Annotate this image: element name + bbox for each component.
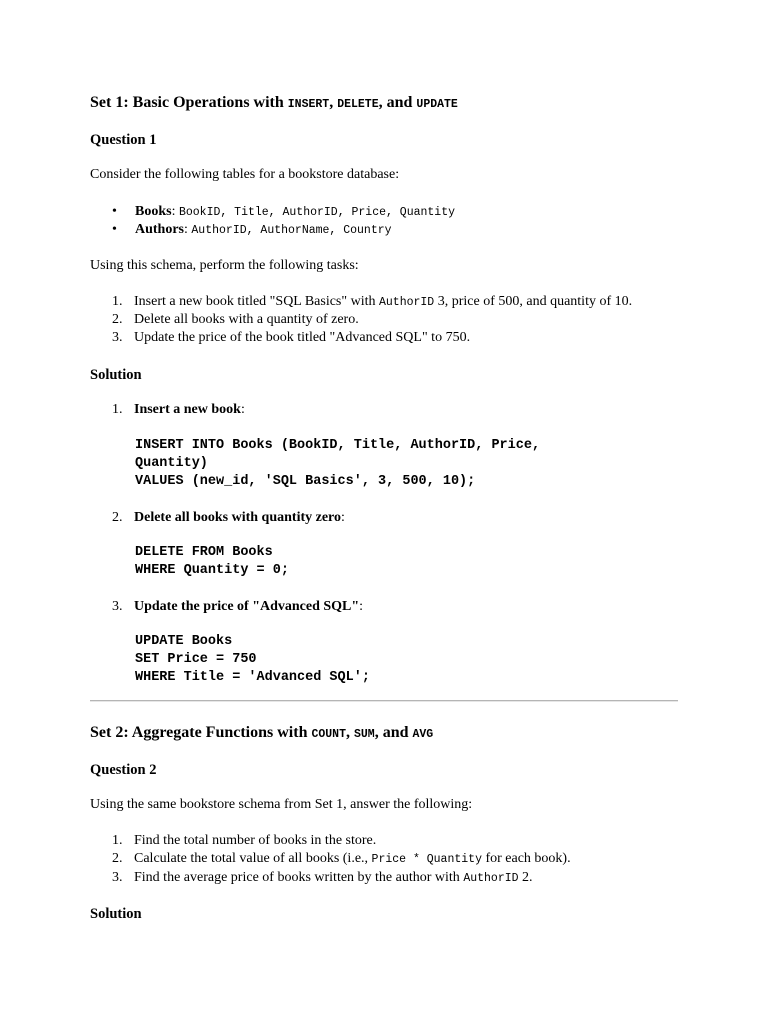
keyword-count: COUNT [311, 728, 346, 741]
set2-heading [90, 724, 433, 742]
task-text: Delete all books with a quantity of zero. [134, 312, 359, 327]
code-line: Quantity) [135, 456, 208, 471]
list-number: 2. [112, 510, 123, 525]
task-item [112, 851, 571, 867]
separator: , and [374, 724, 413, 741]
task-text: for each book). [481, 851, 571, 866]
colon: : [184, 222, 192, 237]
code-block [135, 544, 289, 580]
task-text: Insert a new book titled "SQL Basics" with [134, 294, 379, 309]
solution-step [112, 402, 245, 418]
code-line: VALUES (new_id, 'SQL Basics', 3, 500, 10); [135, 474, 476, 489]
code-block [135, 633, 370, 687]
code-block [135, 437, 540, 491]
separator: , [329, 94, 338, 111]
task-item [112, 312, 359, 328]
question-1-intro: Consider the following tables for a bookstore database: [90, 167, 400, 182]
table-columns: AuthorID, AuthorName, Country [191, 224, 392, 237]
solution-step [112, 510, 345, 526]
colon: : [341, 510, 345, 525]
list-number: 1. [112, 402, 123, 417]
code-line: INSERT INTO Books (BookID, Title, AuthorID, Price, [135, 438, 541, 453]
table-name: Authors [135, 222, 185, 237]
table-columns: BookID, Title, AuthorID, Price, Quantity [178, 206, 456, 219]
solution-step-title: Delete all books with quantity zero [134, 510, 342, 525]
set2-heading-text: Set 2: Aggregate Functions with [90, 724, 312, 741]
keyword-delete: DELETE [337, 98, 379, 111]
colon: : [240, 402, 245, 417]
task-text: Find the total number of books in the store. [134, 833, 377, 848]
section-divider [90, 700, 678, 702]
keyword-avg: AVG [412, 728, 434, 741]
question-2-intro: Using the same bookstore schema from Set 1, answer the following: [90, 797, 473, 812]
inline-code: AuthorID [379, 296, 435, 309]
code-line: DELETE FROM Books [135, 545, 273, 560]
bullet-icon: • [112, 204, 117, 219]
inline-code: AuthorID [463, 872, 519, 885]
keyword-update: UPDATE [416, 98, 458, 111]
list-number: 3. [112, 599, 123, 614]
list-number: 1. [112, 294, 123, 309]
task-item [112, 330, 470, 346]
task-text: Calculate the total value of all books (i.e., [134, 851, 372, 866]
code-line: WHERE Title = 'Advanced SQL'; [135, 670, 370, 685]
list-number: 3. [112, 330, 123, 345]
task-text: Find the average price of books written by the author with [134, 870, 464, 885]
bullet-icon: • [112, 222, 117, 237]
question-1-heading: Question 1 [90, 132, 157, 148]
list-number: 2. [112, 851, 123, 866]
table-item-books [135, 204, 455, 220]
keyword-sum: SUM [353, 728, 375, 741]
list-number: 2. [112, 312, 123, 327]
solution-1-heading: Solution [90, 367, 142, 383]
task-text: 3, price of 500, and quantity of 10. [434, 294, 633, 309]
tasks-intro: Using this schema, perform the following tasks: [90, 258, 359, 273]
code-line: SET Price = 750 [135, 652, 257, 667]
separator: , and [378, 94, 417, 111]
colon: : [171, 204, 179, 219]
set1-heading [90, 94, 458, 112]
task-text: Update the price of the book titled "Advanced SQL" to 750. [134, 330, 471, 345]
task-item [112, 870, 533, 886]
list-number: 1. [112, 833, 123, 848]
solution-step-title: Insert a new book [134, 402, 241, 417]
code-line: UPDATE Books [135, 634, 233, 649]
list-number: 3. [112, 870, 123, 885]
keyword-insert: INSERT [287, 98, 330, 111]
solution-step-title: Update the price of "Advanced SQL" [134, 599, 360, 614]
inline-code: Price * Quantity [371, 853, 482, 866]
task-item [112, 833, 376, 849]
separator: , [345, 724, 354, 741]
set1-heading-text: Set 1: Basic Operations with [90, 94, 288, 111]
task-item [112, 294, 632, 310]
solution-step [112, 599, 363, 615]
colon: : [359, 599, 364, 614]
code-line: WHERE Quantity = 0; [135, 563, 289, 578]
table-name: Books [135, 204, 172, 219]
question-2-heading: Question 2 [90, 762, 157, 778]
task-text: 2. [518, 870, 533, 885]
solution-2-heading: Solution [90, 906, 142, 922]
table-item-authors [135, 222, 392, 238]
